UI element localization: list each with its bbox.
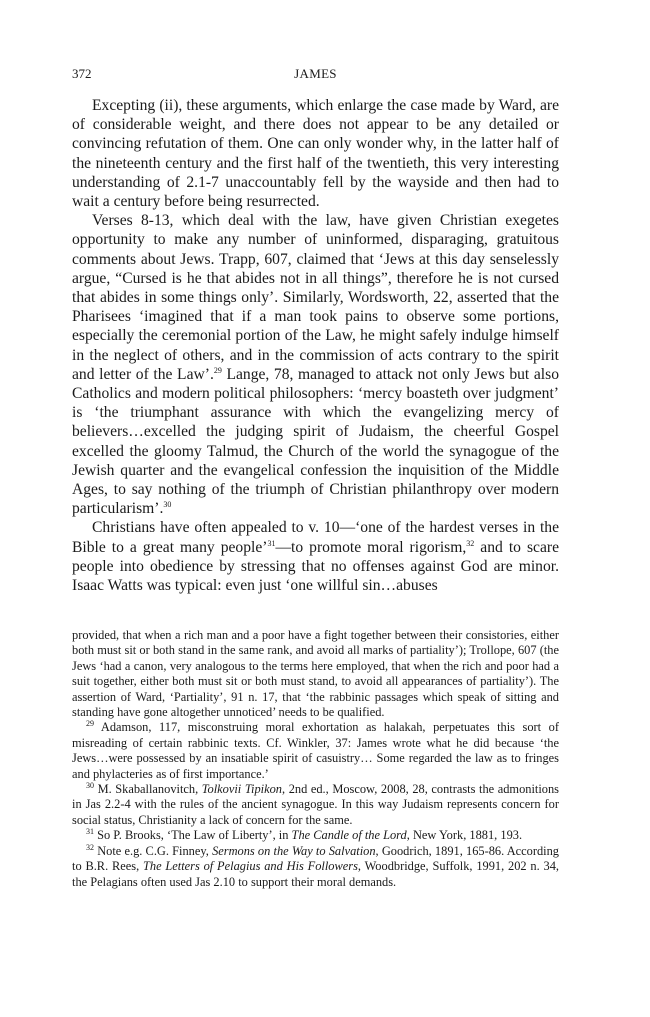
footnote-32-text-b: , Goodrich, 1891, 165-86. According to B.R. Rees, — [72, 843, 559, 874]
footnote-31-title: The Candle of the Lord — [291, 828, 407, 843]
running-title: JAMES — [294, 66, 337, 81]
footnote-32-text-c: , Woodbridge, Suffolk, 1991, 202 n. 34, the Pelagians often used Jas 2.10 to support their moral demands. — [72, 859, 559, 889]
footnote-32-text-a: Note e.g. C.G. Finney, — [94, 843, 213, 858]
footnote-30-number: 30 — [86, 781, 94, 791]
footnote-31-text-a: So P. Brooks, ‘The Law of Liberty’, in — [94, 828, 292, 843]
footnote-29 — [72, 720, 559, 782]
paragraph-1-text: Excepting (ii), these arguments, which enlarge the case made by Ward, are of considerable weight, and there does not appear to be any detailed or convincing refutation of them. One can only wonder why, in the latter half of the nineteenth century and the first half of the twentieth, this very interesting understanding of 2.1-7 unaccountably fell by the wayside and then had to wait a century before being resurrected. — [72, 97, 559, 211]
footnote-32-title-1: Sermons on the Way to Salvation — [212, 843, 376, 858]
footnote-ref-31: 31 — [267, 538, 276, 548]
footnote-continued-text: provided, that when a rich man and a poor have a fight together between their consistories, either both must sit or both stand in the same rank, and avoid all marks of partiality’); Trollope, 607 (the Jews ‘had a canon, very analogous to the terms here employed, that when the rich and poor had a suit together, either both must sit or both must stand, to avoid all appearances of partiality’). The assertion of Ward, ‘Partiality’, 91 n. 17, that ‘the rabbinic passages which speak of sitting and standing have gone altogether unnoticed’ needs to be qualified. — [72, 628, 559, 720]
footnote-ref-32: 32 — [466, 538, 475, 548]
footnote-30-text-b: , 2nd ed., Moscow, 2008, 28, contrasts the admonitions in Jas 2.2-4 with the rules of the ancient synagogue. In this way Judaism represents concern for social status, Christianity a lack of concern for the same. — [72, 782, 559, 827]
paragraph-2-text-b: Lange, 78, managed to attack not only Jews but also Catholics and modern political philosophers: ‘mercy boasteth over judgment’ is ‘the triumphant assurance with which the evangelizing mercy of believers…excelled the judging spirit of Judaism, the cheerful Gospel excelled the gloomy Talmud, the Church of the world the synagogue of the Jewish quarter and the evangelical confession the inquisition of the Middle Ages, to say nothing of the triumph of Christian philanthropy over modern particularism’. — [72, 365, 559, 518]
footnote-30-text-a: M. Skaballanovitch, — [94, 782, 202, 797]
footnote-ref-29: 29 — [213, 365, 222, 375]
footnote-30-title: Tolkovii Tipikon — [201, 782, 283, 797]
footnote-31 — [72, 828, 559, 843]
main-text — [72, 96, 559, 595]
footnotes — [72, 628, 559, 890]
footnote-32-number: 32 — [86, 842, 94, 852]
paragraph-1 — [72, 96, 559, 211]
paragraph-2-text-a: Verses 8-13, which deal with the law, have given Christian exegetes opportunity to make any number of uninformed, disparaging, gratuitous comments about Jews. Trapp, 607, claimed that ‘Jews at this day senselessly argue, “Cursed is he that abides not in all things”, therefore he is not cursed that abides in some things only’. Similarly, Wordsworth, 22, asserted that the Pharisees ‘imagined that if a man took pains to observe some portions, especially the ceremonial portion of the Law, he might safely indulge himself in the neglect of others, and in the commission of acts contrary to the spirit and letter of the Law’. — [72, 212, 559, 383]
footnote-31-text-b: , New York, 1881, 193. — [406, 828, 523, 843]
footnote-31-number: 31 — [86, 827, 94, 837]
footnote-29-text: Adamson, 117, misconstruing moral exhortation as halakah, perpetuates this sort of misreading of certain rabbinic texts. Cf. Winkler, 37: James wrote what he did because ‘the Jews…were possessed by an insatiable spirit of casuistry… Some regarded the law as to fringes and phylacteries as of first importance.’ — [72, 720, 559, 781]
paragraph-3-text-b: —to promote moral rigorism, — [275, 538, 467, 556]
paragraph-3-text-c: and to scare people into obedience by stressing that no offenses against God are minor. Isaac Watts was typical: even just ‘one willful sin…abuses — [72, 538, 559, 595]
footnote-30 — [72, 782, 559, 828]
footnote-32-title-2: The Letters of Pelagius and His Followers — [142, 859, 358, 874]
footnote-ref-30: 30 — [163, 500, 172, 510]
footnote-29-number: 29 — [86, 719, 94, 729]
paragraph-3 — [72, 518, 559, 595]
running-head — [72, 66, 559, 86]
page-number: 372 — [72, 66, 92, 81]
footnote-continued — [72, 628, 559, 720]
paragraph-3-text-a: Christians have often appealed to v. 10—‘one of the hardest verses in the Bible to a great many people’ — [72, 519, 559, 556]
paragraph-2 — [72, 211, 559, 518]
footnote-32 — [72, 844, 559, 890]
